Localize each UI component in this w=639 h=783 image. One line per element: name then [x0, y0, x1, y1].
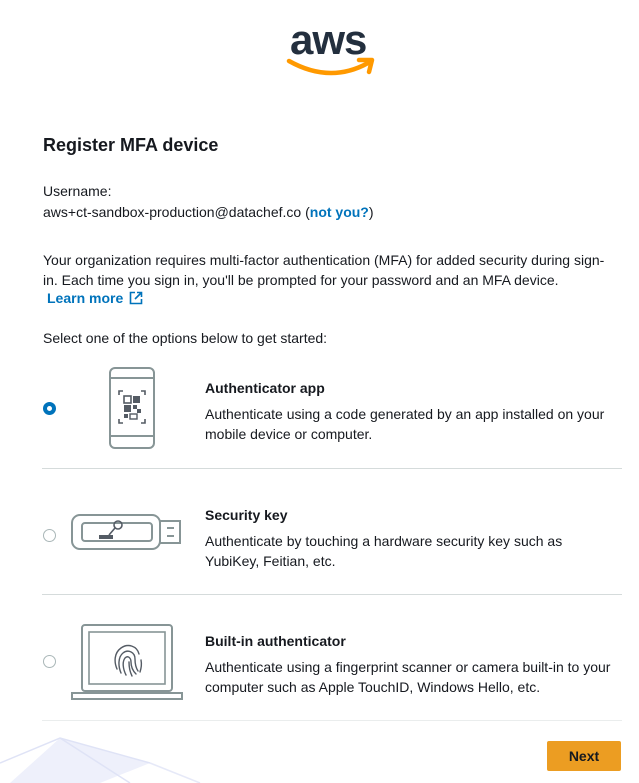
aws-logo — [286, 18, 378, 80]
username-row — [43, 204, 374, 220]
not-you-link[interactable]: not you? — [309, 204, 369, 220]
external-link-icon — [129, 291, 143, 305]
authenticator-app-description: Authenticate using a code generated by an app installed on your mobile device or computer. — [205, 406, 605, 442]
learn-more-label[interactable]: Learn more — [47, 290, 124, 306]
next-button[interactable]: Next — [547, 741, 621, 771]
built-in-authenticator-radio[interactable] — [43, 655, 56, 668]
authenticator-app-radio[interactable] — [43, 402, 56, 415]
option-built-in-authenticator[interactable] — [42, 594, 622, 721]
built-in-authenticator-title: Built-in authenticator — [205, 633, 346, 649]
usb-key-icon — [70, 489, 190, 579]
learn-more-link[interactable] — [47, 290, 143, 306]
close-paren: ) — [368, 204, 374, 220]
select-prompt: Select one of the options below to get started: — [43, 330, 328, 346]
aws-logo-text: aws — [290, 16, 367, 63]
security-key-radio[interactable] — [43, 529, 56, 542]
option-authenticator-app[interactable] — [42, 342, 622, 468]
open-paren: ( — [305, 204, 310, 220]
authenticator-app-title: Authenticator app — [205, 380, 325, 396]
built-in-authenticator-description: Authenticate using a fingerprint scanner or camera built-in to your computer such as Apple TouchID, Windows Hello, etc. — [205, 659, 611, 695]
laptop-fingerprint-icon — [70, 615, 190, 705]
phone-qr-icon — [70, 362, 180, 452]
security-key-description: Authenticate by touching a hardware security key such as YubiKey, Feitian, etc. — [205, 533, 563, 569]
username-value: aws+ct-sandbox-production@datachef.co — [43, 204, 302, 220]
page-title: Register MFA device — [43, 135, 219, 155]
option-security-key[interactable] — [42, 468, 622, 595]
aws-smile-icon — [286, 54, 378, 80]
mfa-description: Your organization requires multi-factor authentication (MFA) for added security during sign-in. Each time you sign in, you'll be prompted for your password and an MFA device. — [43, 252, 605, 288]
username-label: Username: — [43, 183, 112, 199]
security-key-title: Security key — [205, 507, 288, 523]
